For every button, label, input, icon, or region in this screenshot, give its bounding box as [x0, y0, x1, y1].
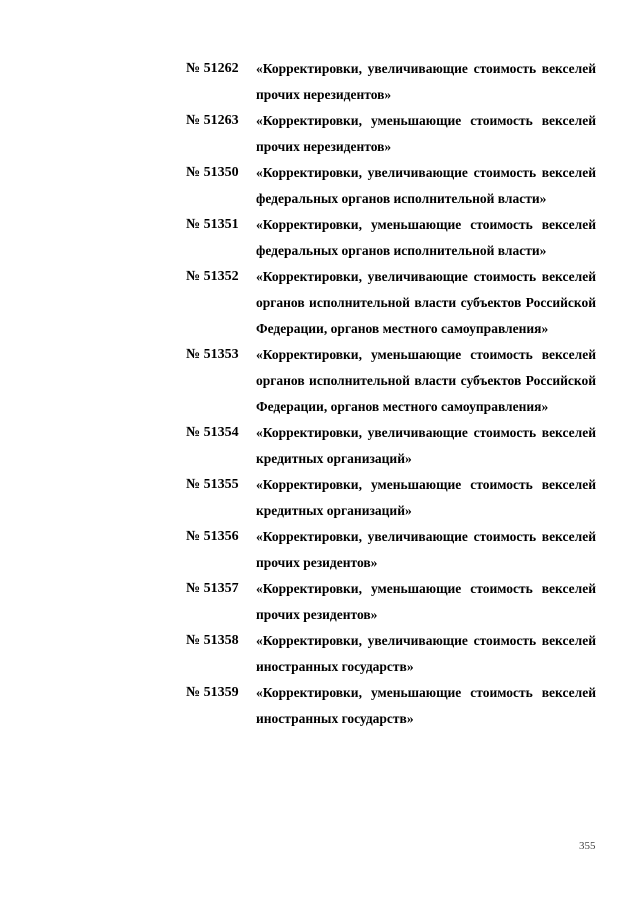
account-number: № 51263	[186, 113, 239, 128]
account-number: № 51356	[186, 529, 239, 544]
page-number: 355	[579, 840, 596, 852]
account-list	[186, 56, 596, 732]
account-description: «Корректировки, увеличивающие стоимость векселей органов исполнительной власти субъектов Российской Федерации, органов местного самоуправления»	[256, 269, 596, 336]
account-entry	[186, 264, 596, 342]
account-entry	[186, 342, 596, 420]
account-entry	[186, 524, 596, 576]
account-number: № 51358	[186, 633, 239, 648]
account-entry	[186, 420, 596, 472]
account-description: «Корректировки, увеличивающие стоимость векселей кредитных организаций»	[256, 425, 596, 466]
account-entry	[186, 628, 596, 680]
account-number: № 51351	[186, 217, 239, 232]
account-number: № 51353	[186, 347, 239, 362]
account-description: «Корректировки, уменьшающие стоимость векселей федеральных органов исполнительной власти»	[256, 217, 596, 258]
account-entry	[186, 680, 596, 732]
account-number: № 51262	[186, 61, 239, 76]
account-description: «Корректировки, уменьшающие стоимость векселей органов исполнительной власти субъектов Российской Федерации, органов местного самоуправления»	[256, 347, 596, 414]
account-number: № 51352	[186, 269, 239, 284]
account-number: № 51350	[186, 165, 239, 180]
account-description: «Корректировки, уменьшающие стоимость векселей прочих резидентов»	[256, 581, 596, 622]
account-description: «Корректировки, уменьшающие стоимость векселей прочих нерезидентов»	[256, 113, 596, 154]
account-number: № 51355	[186, 477, 239, 492]
account-entry	[186, 212, 596, 264]
account-entry	[186, 472, 596, 524]
account-description: «Корректировки, увеличивающие стоимость векселей иностранных государств»	[256, 633, 596, 674]
account-entry	[186, 160, 596, 212]
account-entry	[186, 576, 596, 628]
account-entry	[186, 56, 596, 108]
account-number: № 51357	[186, 581, 239, 596]
account-description: «Корректировки, увеличивающие стоимость векселей прочих нерезидентов»	[256, 61, 596, 102]
account-description: «Корректировки, уменьшающие стоимость векселей кредитных организаций»	[256, 477, 596, 518]
account-number: № 51354	[186, 425, 239, 440]
account-entry	[186, 108, 596, 160]
account-description: «Корректировки, уменьшающие стоимость векселей иностранных государств»	[256, 685, 596, 726]
account-description: «Корректировки, увеличивающие стоимость векселей прочих резидентов»	[256, 529, 596, 570]
account-description: «Корректировки, увеличивающие стоимость векселей федеральных органов исполнительной власти»	[256, 165, 596, 206]
account-number: № 51359	[186, 685, 239, 700]
